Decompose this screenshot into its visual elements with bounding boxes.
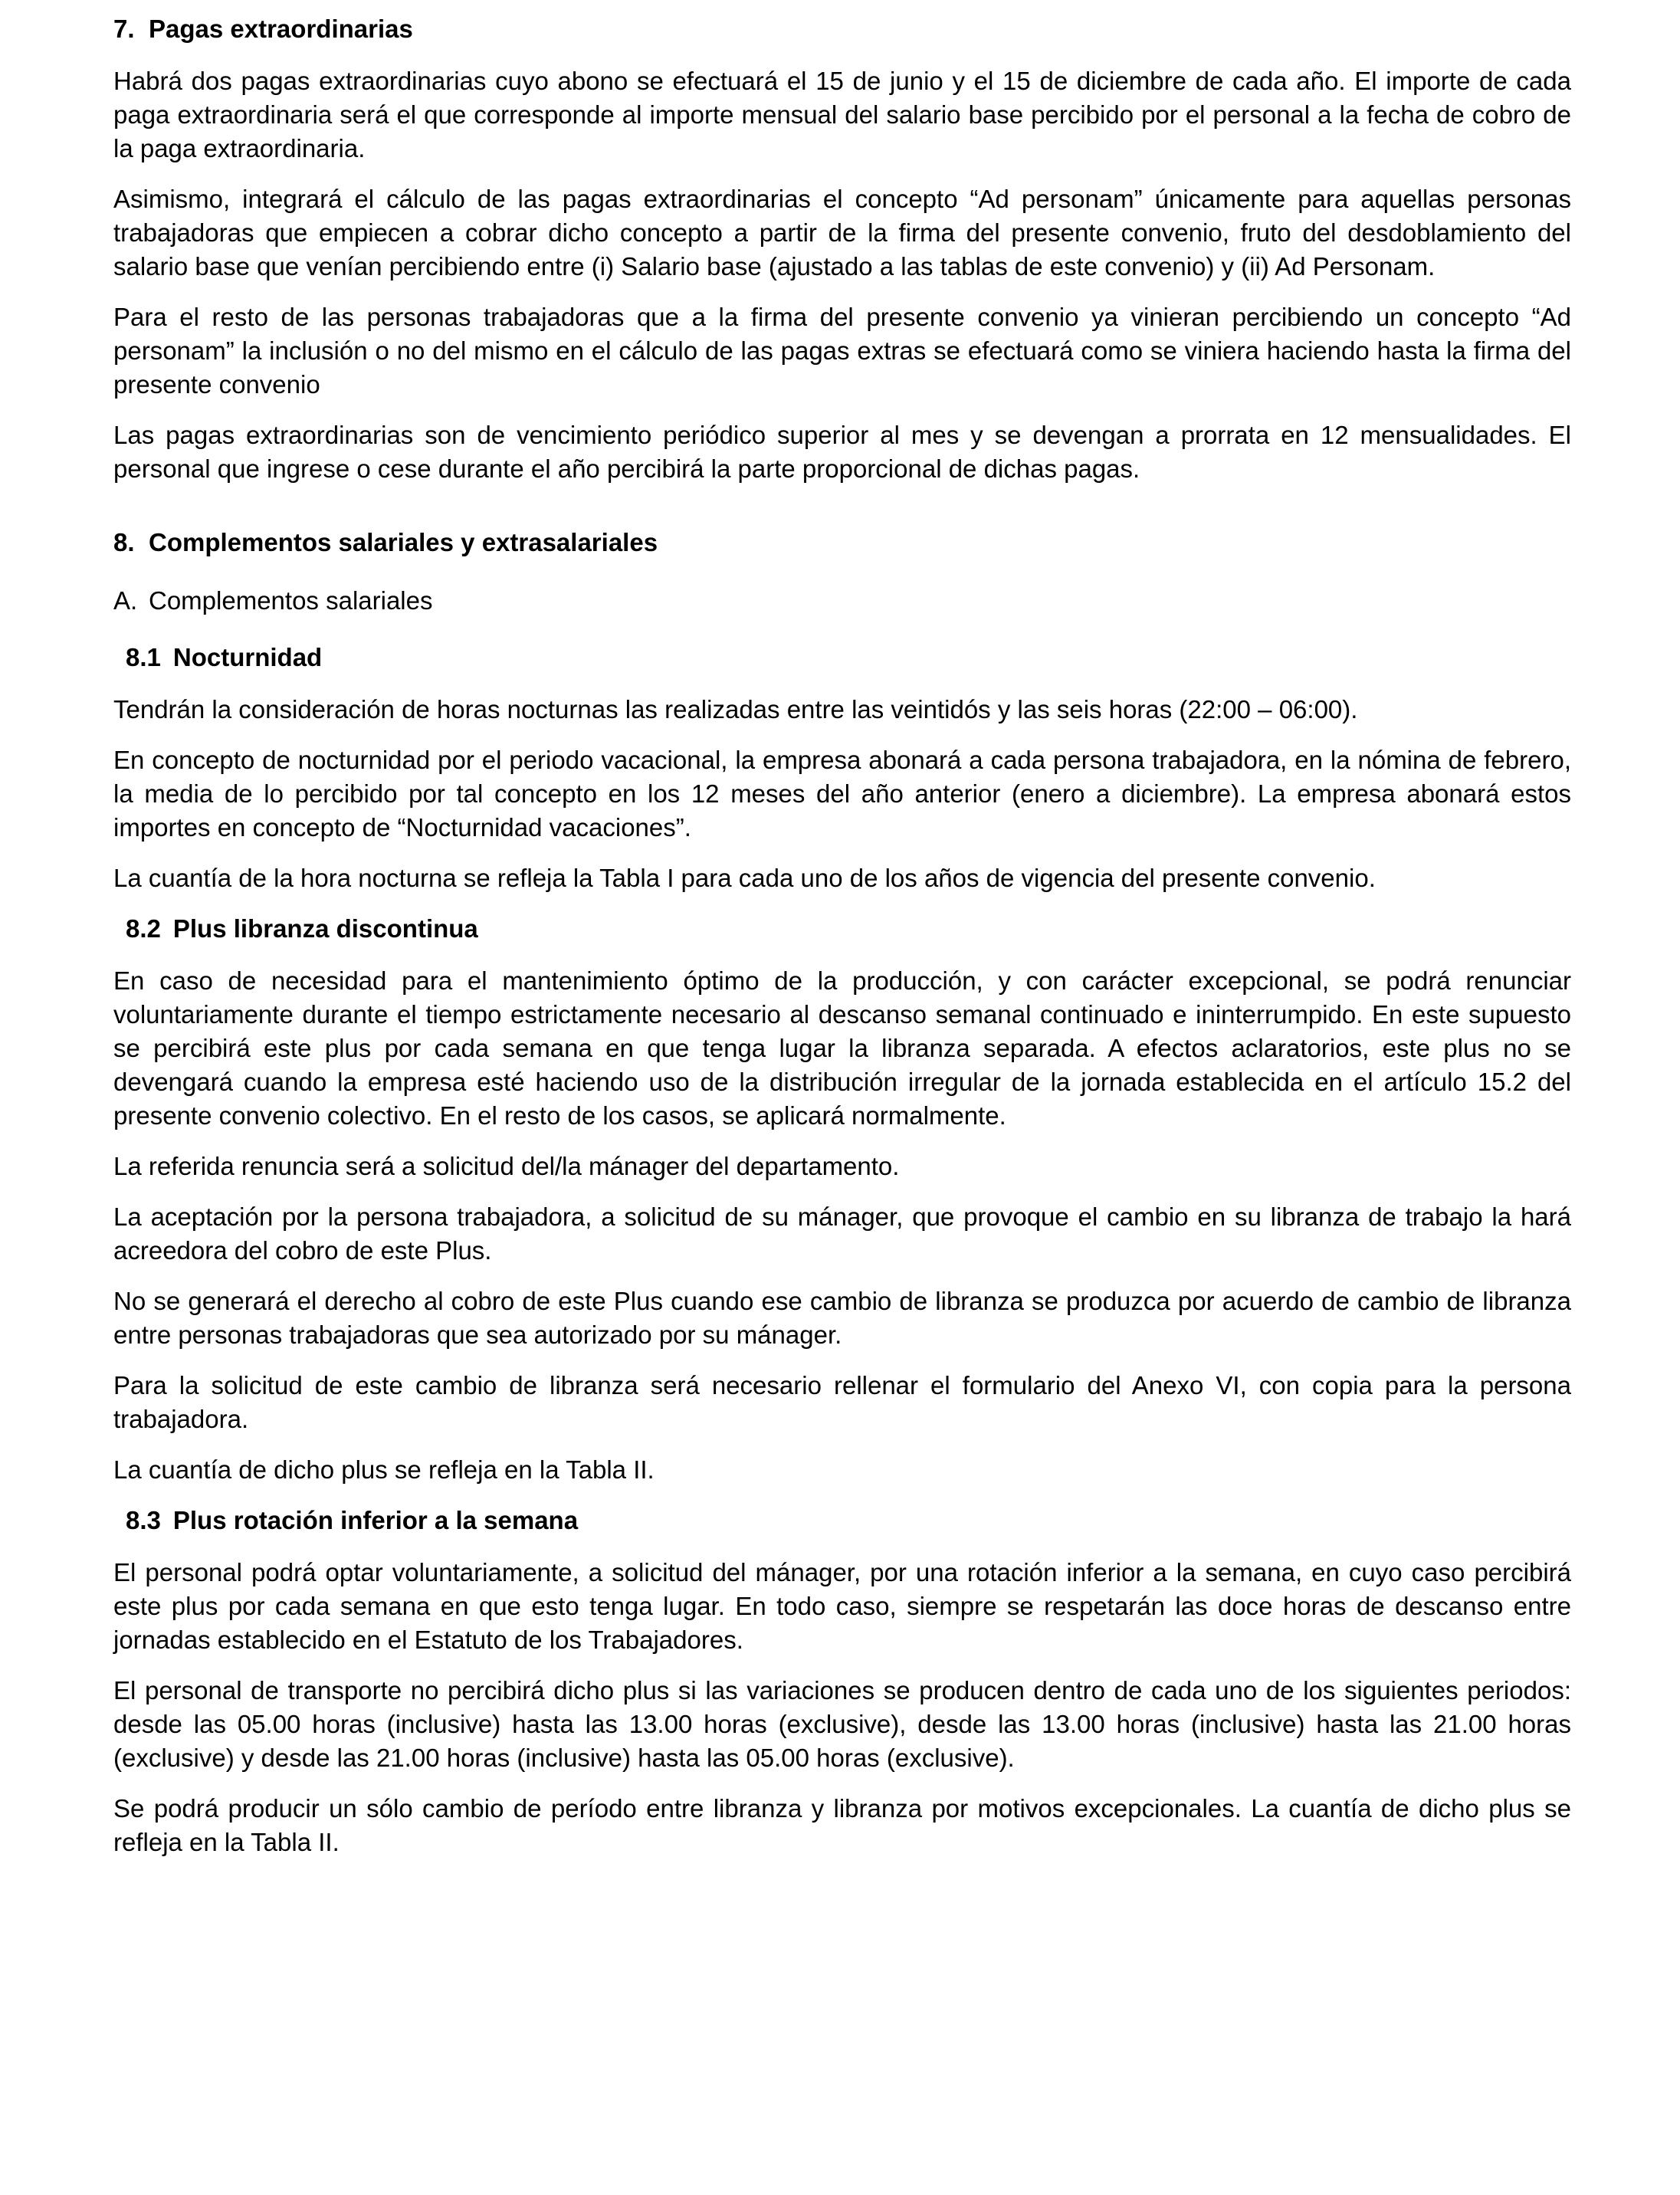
paragraph-s82-6: La cuantía de dicho plus se refleja en la Tabla II. <box>113 1455 655 1484</box>
paragraph-s81-2: En concepto de nocturnidad por el periodo vacacional, la empresa abonará a cada persona trabajadora, en la nómina de febrero, la media de lo percibido por tal concepto en los 12 meses del año anterior (enero a diciembre). La empresa abonará estos importes en concepto de “Nocturnidad vacaciones”. <box>113 746 1571 842</box>
subsection-8-3-number: 8.3 <box>126 1506 161 1534</box>
subsection-a-title: Complementos salariales <box>149 586 433 615</box>
paragraph-s83-3: Se podrá producir un sólo cambio de período entre libranza y libranza por motivos excepcionales. La cuantía de dicho plus se refleja en la Tabla II. <box>113 1794 1571 1856</box>
section-7-number: 7. <box>113 15 135 43</box>
document-page <box>113 12 1571 1859</box>
subsection-a-line <box>113 584 1571 618</box>
subsection-8-1-number: 8.1 <box>126 643 161 671</box>
paragraph-s83-2: El personal de transporte no percibirá dicho plus si las variaciones se producen dentro de cada uno de los siguientes periodos: desde las 05.00 horas (inclusive) hasta las 13.00 horas (exclusive), desde las 13.00 horas (inclusive) hasta las 21.00 horas (exclusive) y desde las 21.00 horas (inclusive) hasta las 05.00 horas (exclusive). <box>113 1676 1571 1772</box>
subsection-8-3-heading <box>113 1504 1571 1537</box>
section-7-heading <box>113 12 1571 46</box>
paragraph-s83-1: El personal podrá optar voluntariamente, a solicitud del mánager, por una rotación inferior a la semana, en cuyo caso percibirá este plus por cada semana en que esto tenga lugar. En todo caso, siempre se respetarán las doce horas de descanso entre jornadas establecido en el Estatuto de los Trabajadores. <box>113 1558 1571 1654</box>
subsection-a-label: A. <box>113 586 138 615</box>
paragraph-s7-3: Para el resto de las personas trabajadoras que a la firma del presente convenio ya vinieran percibiendo un concepto “Ad personam” la inclusión o no del mismo en el cálculo de las pagas extras se efectuará como se viniera haciendo hasta la firma del presente convenio <box>113 303 1571 399</box>
paragraph-s82-2: La referida renuncia será a solicitud del/la mánager del departamento. <box>113 1152 900 1180</box>
paragraph-s7-4: Las pagas extraordinarias son de vencimiento periódico superior al mes y se devengan a prorrata en 12 mensualidades. El personal que ingrese o cese durante el año percibirá la parte proporcional de dichas pagas. <box>113 421 1571 483</box>
subsection-8-2-heading <box>113 912 1571 946</box>
section-8-number: 8. <box>113 528 135 556</box>
subsection-8-3-title: Plus rotación inferior a la semana <box>172 1506 579 1534</box>
paragraph-s82-3: La aceptación por la persona trabajadora, a solicitud de su mánager, que provoque el cambio en su libranza de trabajo la hará acreedora del cobro de este Plus. <box>113 1202 1571 1265</box>
subsection-8-1-heading <box>113 641 1571 674</box>
paragraph-s82-5: Para la solicitud de este cambio de libranza será necesario rellenar el formulario del Anexo VI, con copia para la persona trabajadora. <box>113 1371 1571 1433</box>
paragraph-s7-1: Habrá dos pagas extraordinarias cuyo abono se efectuará el 15 de junio y el 15 de diciembre de cada año. El importe de cada paga extraordinaria será el que corresponde al importe mensual del salario base percibido por el personal a la fecha de cobro de la paga extraordinaria. <box>113 67 1571 162</box>
subsection-8-1-title: Nocturnidad <box>172 643 323 671</box>
paragraph-s81-3: La cuantía de la hora nocturna se refleja la Tabla I para cada uno de los años de vigencia del presente convenio. <box>113 864 1376 892</box>
section-7-title: Pagas extraordinarias <box>149 15 413 43</box>
subsection-8-2-title: Plus libranza discontinua <box>172 914 478 943</box>
section-8-title: Complementos salariales y extrasalariales <box>149 528 658 556</box>
paragraph-s81-1: Tendrán la consideración de horas nocturnas las realizadas entre las veintidós y las seis horas (22:00 – 06:00). <box>113 695 1358 723</box>
subsection-8-2-number: 8.2 <box>126 914 161 943</box>
paragraph-s82-4: No se generará el derecho al cobro de este Plus cuando ese cambio de libranza se produzca por acuerdo de cambio de libranza entre personas trabajadoras que sea autorizado por su mánager. <box>113 1287 1571 1349</box>
paragraph-s82-1: En caso de necesidad para el mantenimiento óptimo de la producción, y con carácter excepcional, se podrá renunciar voluntariamente durante el tiempo estrictamente necesario al descanso semanal continuado e ininterrumpido. En este supuesto se percibirá este plus por cada semana en que tenga lugar la libranza separada. A efectos aclaratorios, este plus no se devengará cuando la empresa esté haciendo uso de la distribución irregular de la jornada establecida en el artículo 15.2 del presente convenio colectivo. En el resto de los casos, se aplicará normalmente. <box>113 966 1571 1130</box>
paragraph-s7-2: Asimismo, integrará el cálculo de las pagas extraordinarias el concepto “Ad personam” únicamente para aquellas personas trabajadoras que empiecen a cobrar dicho concepto a partir de la firma del presente convenio, fruto del desdoblamiento del salario base que venían percibiendo entre (i) Salario base (ajustado a las tablas de este convenio) y (ii) Ad Personam. <box>113 185 1571 281</box>
section-8-heading <box>113 526 1571 559</box>
